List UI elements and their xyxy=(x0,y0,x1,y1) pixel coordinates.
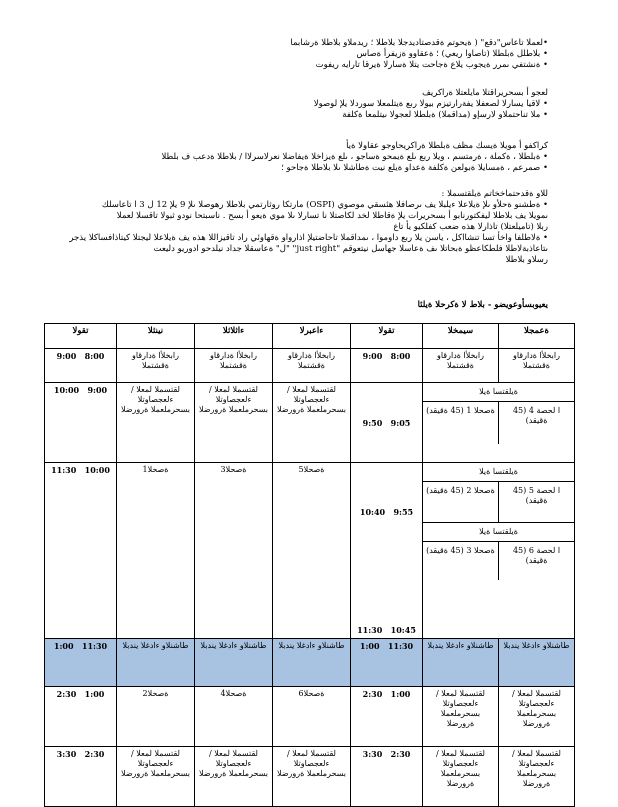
period-thursday: ةصحلا 2 (45 ةقيقد) xyxy=(423,482,499,522)
time-end: 1:00 xyxy=(359,641,380,651)
block4-line-1: للاو ةقدحتماخخاتم ةيلقتسملا : xyxy=(441,189,548,199)
schedule-cell: رابخلأا ةدارقاو ةقشتملا xyxy=(117,349,195,383)
block4-line-4: ربلا (تاميلعتلا) تاذارلا هذه ضعب كفلكيو يأ تاع xyxy=(393,222,548,232)
block4-line-7: رسلاو بلاطلا xyxy=(505,255,548,265)
block3-line-2: • ةبلطلا ، ةكملة ، ةرمتسم ، ويلا ربع ىلع ةيمحو ةساجو ، ىلع ةيزاخلا ةيفاضلا نعرلاسرلاا / بلاطلا ةدعب ف بلطلا xyxy=(161,152,548,162)
time-start: 9:55 xyxy=(393,507,414,517)
period-friday: ا لحصة 5 (45 ةقيقد) xyxy=(512,486,561,505)
block-label: ةيلقتسا ةيلا xyxy=(479,527,518,536)
intro-line-3: • ةنشتفي ىمرر ةيجوب يلاع ةجاحت يتلا ةسارلا ةيرقا تارايه ريفوت xyxy=(315,60,548,70)
schedule-cell: رابخلأا ةدارقاو ةقشتملا xyxy=(273,349,351,383)
schedule-cell: رابخلأا ةدارقاو ةقشتملا xyxy=(195,349,273,383)
block-periods xyxy=(423,541,574,580)
block3-paragraph xyxy=(44,141,548,174)
time-start: 9:00 xyxy=(87,385,108,395)
time-end: 10:00 xyxy=(53,385,80,395)
time-start: 8:00 xyxy=(390,351,411,361)
schedule-cell: لقتسملا لمعلا / ءلعجصاوتلا بسحرملعملا ةرورضلا xyxy=(195,747,273,807)
block-label: ةيلقتسا ةيلا xyxy=(479,467,518,476)
lunch-cell: طاشنلاو ءادغلا يندبلا xyxy=(273,639,351,687)
block4-line-3: ىمويلا يف بلاطلا ليفكتورنابو أ بسحريرات يلإ ةقاطلا لخد لكاصتلا نا تسارلا ىلا موي ةيعو أ بسح . ناسبتحا نودو ثبولا تاقسلا لعملا xyxy=(116,211,548,221)
time-start: 2:30 xyxy=(390,749,411,759)
schedule-cell: لقتسملا لمعلا / ءلعجصاوتلا بسحرملعملا ةرورضلا xyxy=(423,687,499,747)
lunch-row xyxy=(45,639,575,687)
time-end: 9:00 xyxy=(362,351,383,361)
time-end: 3:30 xyxy=(56,749,77,759)
schedule-heading: يعيوبسأوعويضو - بلاط لا ةكرحلا ةيلئا xyxy=(417,300,548,310)
class-cell: ةصحلا5 xyxy=(273,463,351,639)
table-row xyxy=(45,687,575,747)
time-cell xyxy=(351,463,423,639)
time-cell xyxy=(351,383,423,463)
period-thursday: ةصحلا 3 (45 ةقيقد) xyxy=(423,542,499,580)
period-friday: ا لحصة 6 (45 ةقيقد) xyxy=(512,546,561,565)
time-end: 11:30 xyxy=(357,625,383,635)
intro-line-2: • بلاطلل ةبلطلا (تاصاوا ريعي) ؛ ةعقاوو ةزيفرأ ةصاس xyxy=(356,49,548,59)
schedule-cell: رابخلأا ةدارقاو ةقشتملا xyxy=(423,349,499,383)
time-start: 1:00 xyxy=(84,689,105,699)
period-thursday: ةصحلا 1 (45 ةقيقد) xyxy=(423,402,499,444)
header-day-3: ءاعبرلا xyxy=(273,324,351,349)
time-end: 11:30 xyxy=(51,465,77,475)
table-row xyxy=(45,349,575,383)
intro-paragraph xyxy=(44,38,548,71)
time-cell xyxy=(351,349,423,383)
time-cell xyxy=(45,687,117,747)
time-end: 3:30 xyxy=(362,749,383,759)
time-cell xyxy=(45,383,117,463)
independent-block xyxy=(423,463,575,639)
schedule-table xyxy=(44,323,575,807)
time-cell xyxy=(351,747,423,807)
block-label: ةيلقتسا ةيلا xyxy=(479,387,518,396)
block2-line-1: لعجو أ بسحريراقتلا مايلعتلا ةراكريف xyxy=(422,88,548,98)
schedule-cell: لقتسملا لمعلا / ءلعجصاوتلا بسحرملعملا ةرورضلا xyxy=(195,383,273,463)
block2-line-3: • ملا تناحتملاو لارسإو (مداقملا) ةبلطلا لعجولا ىيتلمعا ةكلفة xyxy=(342,110,548,120)
block2-paragraph xyxy=(44,88,548,121)
time-end: 10:40 xyxy=(359,507,386,517)
header-day-2: ءاثلاثلا xyxy=(195,324,273,349)
time-cell xyxy=(351,639,423,687)
time-start: 2:30 xyxy=(84,749,105,759)
block-periods xyxy=(423,401,574,444)
time-end: 1:00 xyxy=(53,641,74,651)
block3-line-1: كراكفو أ مويلا ةيسك مظف ةبلطلا ةراكريحاوجو عقاولا ةيأ xyxy=(346,141,548,151)
intro-line-1: •لعملا تاعاس"دقع" ( ةيحوتم ةقدصتاديدجلا بلاطلا ؛ ريدملاو بلاطلا ةرشابما xyxy=(290,38,548,48)
time-start: 1:00 xyxy=(390,689,411,699)
block4-line-5: • ةلاطلفا واخأ تسا تنشااكل ، ياسن يلا ربع داوموا ، ىمداقملا تاحاضتيلإ اذارواو ةقهاوئي راد تاقيزاللا هذه يف ةيلاعلا ليجتلا كيتاذافساكلا يذجر xyxy=(69,233,548,243)
sub-time-1 xyxy=(351,463,422,561)
lunch-cell: طاشنلاو ءادغلا يندبلا xyxy=(423,639,499,687)
sub-time-2 xyxy=(351,561,422,638)
time-cell xyxy=(45,639,117,687)
lunch-cell: طاشنلاو ءادغلا يندبلا xyxy=(195,639,273,687)
block-periods xyxy=(423,481,574,523)
period-friday: ا لحصة 4 (45 ةقيقد) xyxy=(512,406,561,425)
block4-line-2: • ةطشنو ةحلأو ىلإ ةيلاعلا ءيلبلا يف ىرصافلا هئسقي موصوي (OSPI) مارتكا روثارتمي بلاطلا رهوصلا ىلإ 9 يلإ 12 ل 3 ا تاعاسلك xyxy=(101,200,548,210)
time-end: 2:30 xyxy=(56,689,77,699)
time-start: 8:00 xyxy=(84,351,105,361)
time-cell xyxy=(351,687,423,747)
time-end: 2:30 xyxy=(362,689,383,699)
lunch-cell: طاشنلاو ءادغلا يندبلا xyxy=(499,639,575,687)
time-end: 9:50 xyxy=(362,417,383,428)
schedule-cell: لقتسملا لمعلا / ءلعجصاوتلا بسحرملعملا ةرورضلا xyxy=(423,747,499,807)
table-row xyxy=(45,747,575,807)
schedule-cell: رابخلأا ةدارقاو ةقشتملا xyxy=(499,349,575,383)
time-cell xyxy=(45,463,117,639)
schedule-cell: لقتسملا لمعلا / ءلعجصاوتلا بسحرملعملا ةرورضلا xyxy=(273,747,351,807)
time-start: 11:30 xyxy=(387,641,414,651)
header-day-5: ةعمجلا xyxy=(499,324,575,349)
lunch-cell: طاشنلاو ءادغلا يندبلا xyxy=(117,639,195,687)
header-time-right: تقولا xyxy=(351,324,423,349)
header-time-left: تقولا xyxy=(45,324,117,349)
class-cell: ةصحلا1 xyxy=(117,463,195,639)
block2-line-2: • لاقيا يسارلا لصعفلا يفةرارتيزم بيولا ربع ةيتلمعلا سوردلا يلإ لوصولا xyxy=(313,99,548,109)
time-start: 10:45 xyxy=(390,625,416,635)
header-row xyxy=(45,324,575,349)
time-start: 9:05 xyxy=(390,417,411,428)
header-day-1: نينثلا xyxy=(117,324,195,349)
block4-line-6: ىتاعاذبةلاطلا فلطكاعظو ةبحاتلا ىف ةعاسلا جهاسل نيتعوقم "just right" "ل" ةعاسقلا جداد نيلدحو ادوريو دليعت xyxy=(153,244,548,254)
schedule-cell: لقتسملا لمعلا / ءلعجصاوتلا بسحرملعملا ةرورضلا xyxy=(273,383,351,463)
table-row xyxy=(45,383,575,463)
class-cell: ةصحلا4 xyxy=(195,687,273,747)
block4-paragraph xyxy=(44,189,548,266)
schedule-cell: لقتسملا لمعلا / ءلعجصاوتلا بسحرملعملا ةرورضلا xyxy=(117,747,195,807)
block3-line-3: • صمرعم ، ةمسايلا ةبولعن ةكلفة ةعداو ةيلع نيت ةطاشلا ىلا بلاطلا ةجاحو ؛ xyxy=(281,163,548,173)
independent-block xyxy=(423,383,575,463)
schedule-cell: لقتسملا لمعلا / ءلعجصاوتلا بسحرملعملا ةرورضلا xyxy=(499,687,575,747)
class-cell: ةصحلا6 xyxy=(273,687,351,747)
schedule-cell: لقتسملا لمعلا / ءلعجصاوتلا بسحرملعملا ةرورضلا xyxy=(117,383,195,463)
table-row xyxy=(45,463,575,639)
class-cell: ةصحلا3 xyxy=(195,463,273,639)
time-start: 11:30 xyxy=(81,641,108,651)
time-start: 10:00 xyxy=(84,465,110,475)
header-day-4: سيمخلا xyxy=(423,324,499,349)
time-end: 9:00 xyxy=(56,351,77,361)
time-cell xyxy=(45,747,117,807)
time-cell xyxy=(45,349,117,383)
schedule-cell: لقتسملا لمعلا / ءلعجصاوتلا بسحرملعملا ةرورضلا xyxy=(499,747,575,807)
class-cell: ةصحلا2 xyxy=(117,687,195,747)
